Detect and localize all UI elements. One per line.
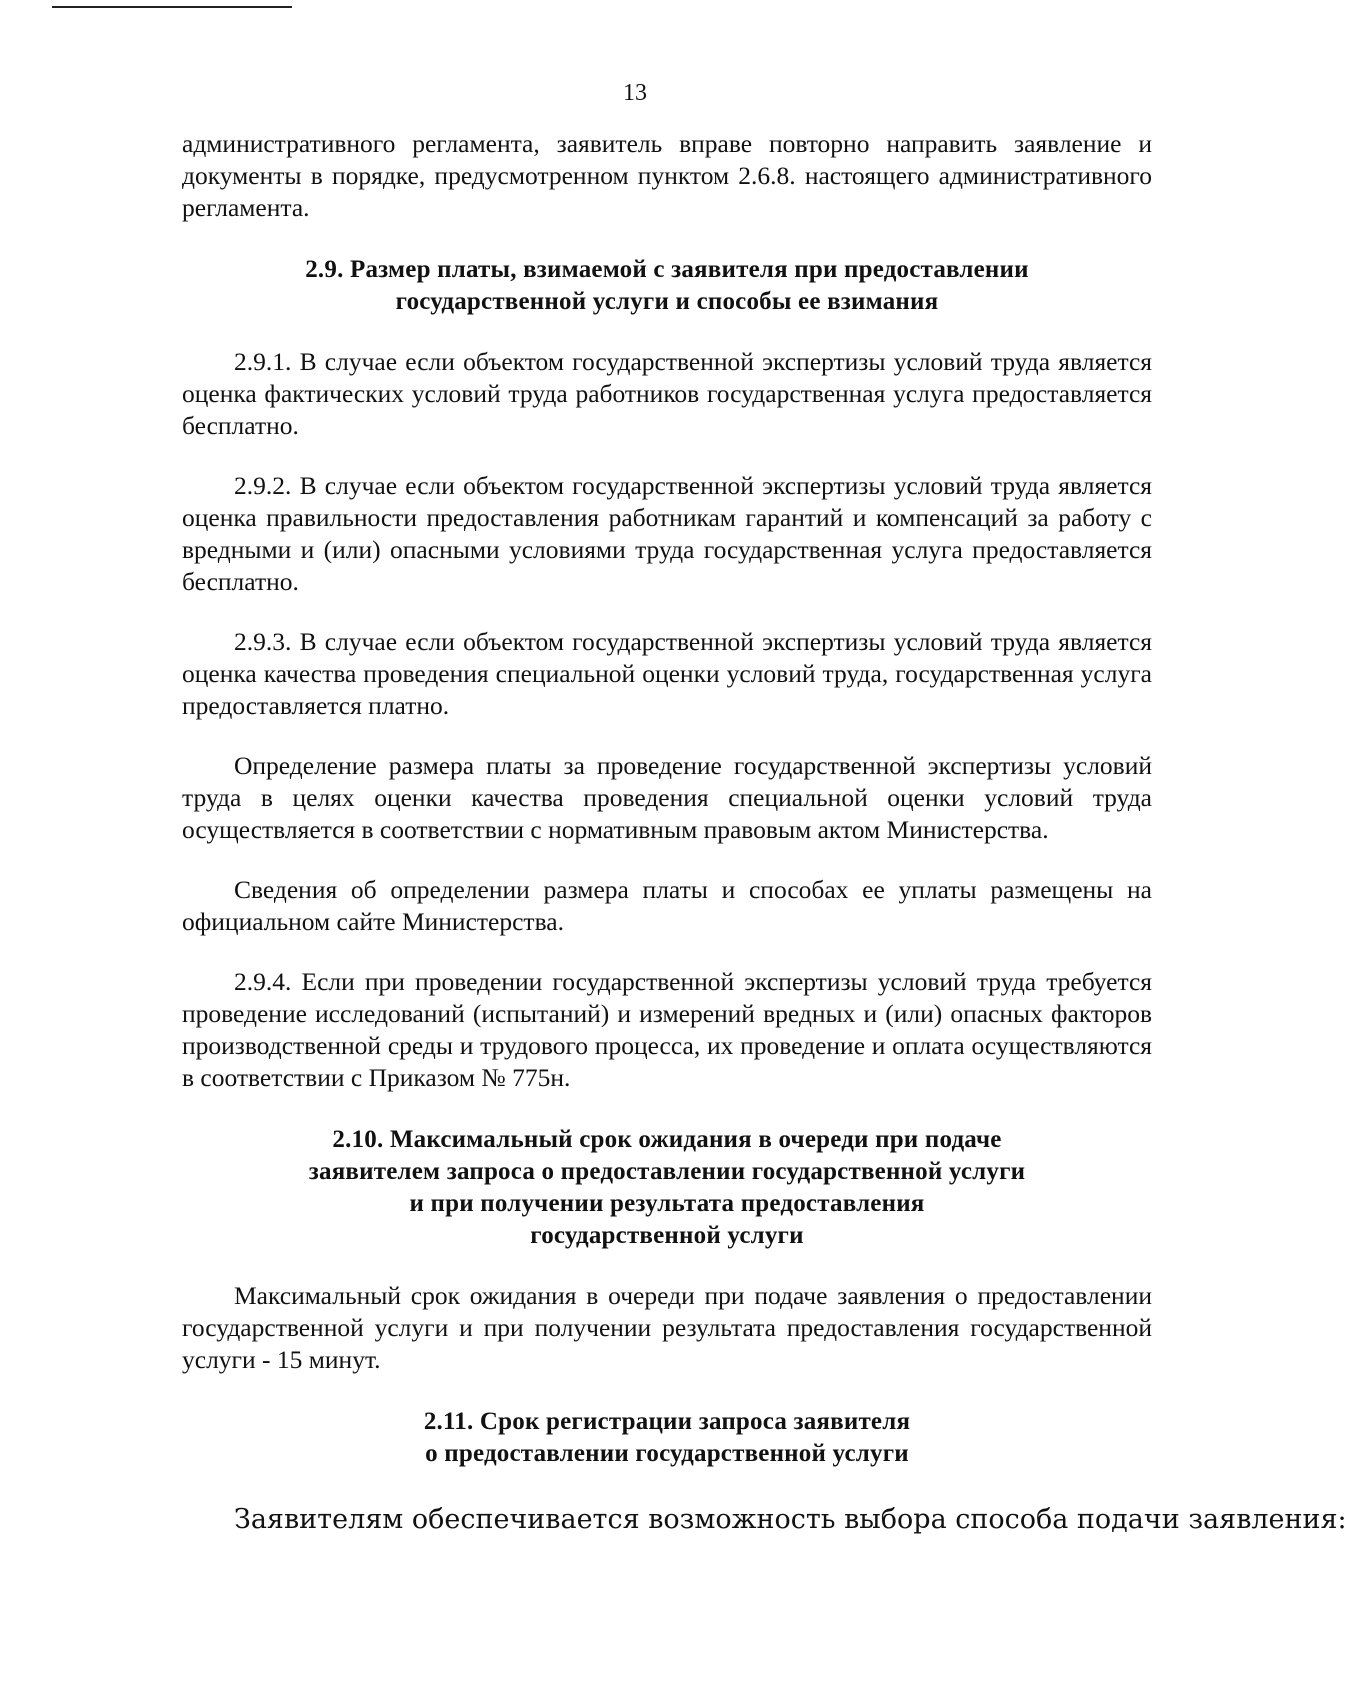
paragraph-2-10: Максимальный срок ожидания в очереди при подаче заявления о предоставлении государственной услуги и при получении результата предоставления государственной услуги - 15 минут. (182, 1281, 1152, 1374)
section-2-10-heading (182, 1124, 1152, 1252)
paragraph-2-9-3: 2.9.3. В случае если объектом государственной экспертизы условий труда является оценка качества проведения специальной оценки условий труда, государственная услуга предоставляется платно. (182, 627, 1152, 720)
paragraph-2-9-4: 2.9.4. Если при проведении государственной экспертизы условий труда требуется проведение исследований (испытаний) и измерений вредных и (или) опасных факторов производственной среды и трудового процесса, их проведение и оплата осуществляются в соответствии с Приказом № 775н. (182, 967, 1152, 1092)
section-2-10-title-line2: заявителем запроса о предоставлении государственной услуги (308, 1158, 1026, 1185)
section-2-10-title-line4: государственной услуги (530, 1222, 804, 1249)
page-number: 13 (623, 80, 647, 106)
paragraph-2-9-1: 2.9.1. В случае если объектом государственной экспертизы условий труда является оценка фактических условий труда работников государственная услуга предоставляется бесплатно. (182, 347, 1152, 440)
section-2-9-title-line2: государственной услуги и способы ее взимания (395, 288, 939, 315)
paragraph-fee-info: Сведения об определении размера платы и способах ее уплаты размещены на официальном сайте Министерства. (182, 875, 1152, 936)
paragraph-2-11: Заявителям обеспечивается возможность выбора способа подачи заявления: (234, 1504, 1347, 1535)
document-body (182, 128, 1347, 1536)
paragraph-2-9-2: 2.9.2. В случае если объектом государственной экспертизы условий труда является оценка правильности предоставления работникам гарантий и компенсаций за работу с вредными и (или) опасными условиями труда государственная услуга предоставляется бесплатно. (182, 471, 1152, 596)
section-2-11-heading (182, 1406, 1152, 1470)
section-2-11-title-line2: о предоставлении государственной услуги (425, 1440, 909, 1467)
header-rule (52, 6, 292, 8)
intro-paragraph: административного регламента, заявитель вправе повторно направить заявление и документы в порядке, предусмотренном пунктом 2.6.8. настоящего административного регламента. (182, 129, 1152, 222)
paragraph-fee-definition: Определение размера платы за проведение государственной экспертизы условий труда в целях оценки качества проведения специальной оценки условий труда осуществляется в соответствии с нормативным правовым актом Министерства. (182, 751, 1152, 844)
section-2-11-title-line1: 2.11. Срок регистрации запроса заявителя (423, 1408, 911, 1435)
section-2-9-heading (182, 254, 1152, 318)
section-2-10-title-line3: и при получении результата предоставления (409, 1190, 925, 1217)
section-2-9-title-line1: 2.9. Размер платы, взимаемой с заявителя при предоставлении (305, 256, 1029, 283)
section-2-10-title-line1: 2.10. Максимальный срок ожидания в очереди при подаче (332, 1126, 1002, 1153)
